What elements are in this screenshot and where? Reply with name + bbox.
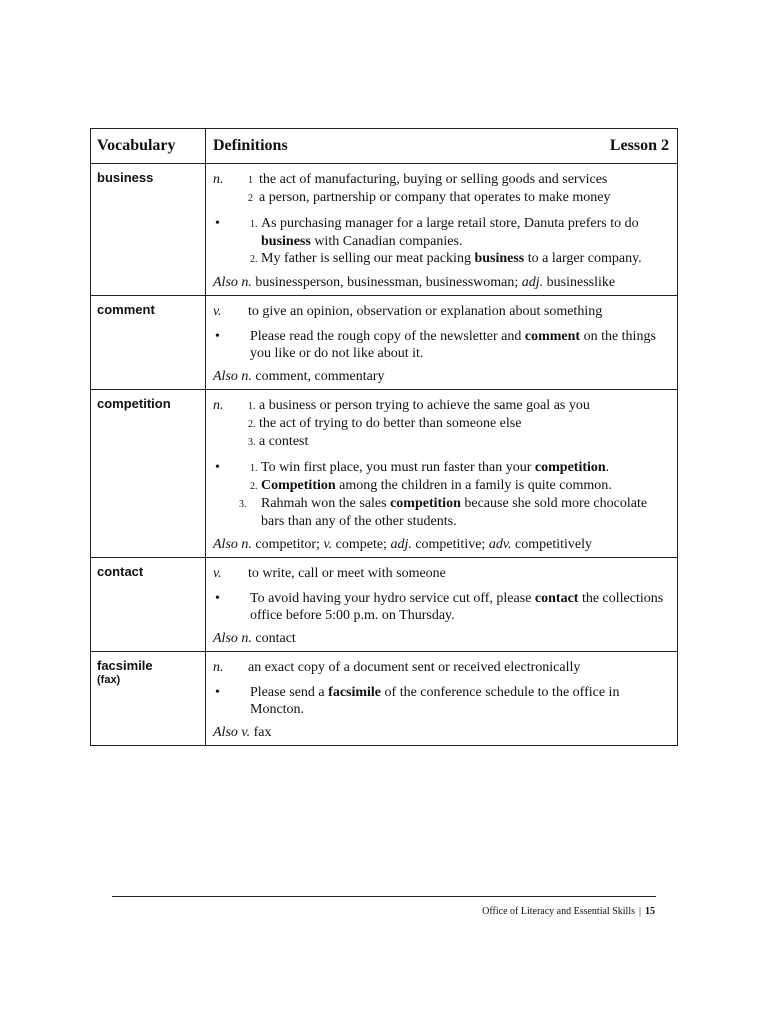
word-comment: comment xyxy=(91,296,206,390)
definition-comment xyxy=(206,296,678,390)
page-number: 15 xyxy=(645,906,655,917)
word-competition: competition xyxy=(91,390,206,558)
definition-contact xyxy=(206,558,678,652)
part-of-speech: n. xyxy=(213,172,224,187)
part-of-speech: v. xyxy=(213,304,222,319)
definition-facsimile xyxy=(206,652,678,746)
definition-business xyxy=(206,164,678,296)
also-forms: Also n. businessperson, businessman, businesswoman; adj. businesslike xyxy=(213,275,616,290)
example-line: To avoid having your hydro service cut off, please contact the collections office before 5:00 p.m. on Thursday. xyxy=(250,591,664,623)
part-of-speech: v. xyxy=(213,566,222,581)
definition-line: an exact copy of a document sent or received electronically xyxy=(248,660,581,675)
vocabulary-table xyxy=(90,128,678,746)
word-facsimile xyxy=(91,652,206,746)
definitions-heading xyxy=(206,129,678,164)
also-forms: Also n. contact xyxy=(213,631,296,646)
footer-org: Office of Literacy and Essential Skills xyxy=(482,906,635,917)
bullet-icon: • xyxy=(215,460,220,475)
table-row xyxy=(91,652,678,746)
definitions-label: Definitions xyxy=(213,137,288,154)
definition-line: 2 a person, partnership or company that operates to make money xyxy=(248,190,611,205)
footer-divider xyxy=(112,896,656,897)
definition-line: 1. a business or person trying to achieve the same goal as you xyxy=(248,398,590,413)
also-forms: Also n. comment, commentary xyxy=(213,369,385,384)
lesson-label: Lesson 2 xyxy=(609,137,669,154)
word-abbreviation: (fax) xyxy=(97,674,121,686)
definition-line: to give an opinion, observation or explanation about something xyxy=(248,304,603,319)
definition-line: to write, call or meet with someone xyxy=(248,566,446,581)
table-header xyxy=(91,129,678,164)
table-row xyxy=(91,390,678,558)
table-row xyxy=(91,296,678,390)
definition-line: 1 the act of manufacturing, buying or selling goods and services xyxy=(248,172,608,187)
bullet-icon: • xyxy=(215,216,220,231)
example-line: Please send a facsimile of the conference schedule to the office in Moncton. xyxy=(250,685,620,717)
definition-line: 2. the act of trying to do better than someone else xyxy=(248,416,522,431)
part-of-speech: n. xyxy=(213,398,224,413)
table-row xyxy=(91,558,678,652)
definition-line: 3. a contest xyxy=(248,434,309,449)
word-contact: contact xyxy=(91,558,206,652)
also-forms: Also v. fax xyxy=(213,725,272,740)
footer-separator: | xyxy=(638,906,641,917)
bullet-icon: • xyxy=(215,591,220,606)
word-label: facsimile xyxy=(97,658,153,673)
example-line: 2. My father is selling our meat packing business to a larger company. xyxy=(250,251,642,266)
also-forms: Also n. competitor; v. compete; adj. competitive; adv. competitively xyxy=(213,537,592,552)
bullet-icon: • xyxy=(215,329,220,344)
example-line: 2. Competition among the children in a family is quite common. xyxy=(250,478,612,493)
definition-competition xyxy=(206,390,678,558)
example-line: Please read the rough copy of the newsletter and comment on the things you like or do not like about it. xyxy=(250,329,656,361)
example-line: 1. To win first place, you must run faster than your competition. xyxy=(250,460,610,475)
page-footer xyxy=(482,906,655,917)
part-of-speech: n. xyxy=(213,660,224,675)
example-line: 3. Rahmah won the sales competition because she sold more chocolate bars than any of the other students. xyxy=(239,496,648,529)
word-business: business xyxy=(91,164,206,296)
vocabulary-heading: Vocabulary xyxy=(91,129,206,164)
table-row xyxy=(91,164,678,296)
bullet-icon: • xyxy=(215,685,220,700)
example-line: 1. As purchasing manager for a large retail store, Danuta prefers to do business with Canadian companies. xyxy=(250,216,639,249)
